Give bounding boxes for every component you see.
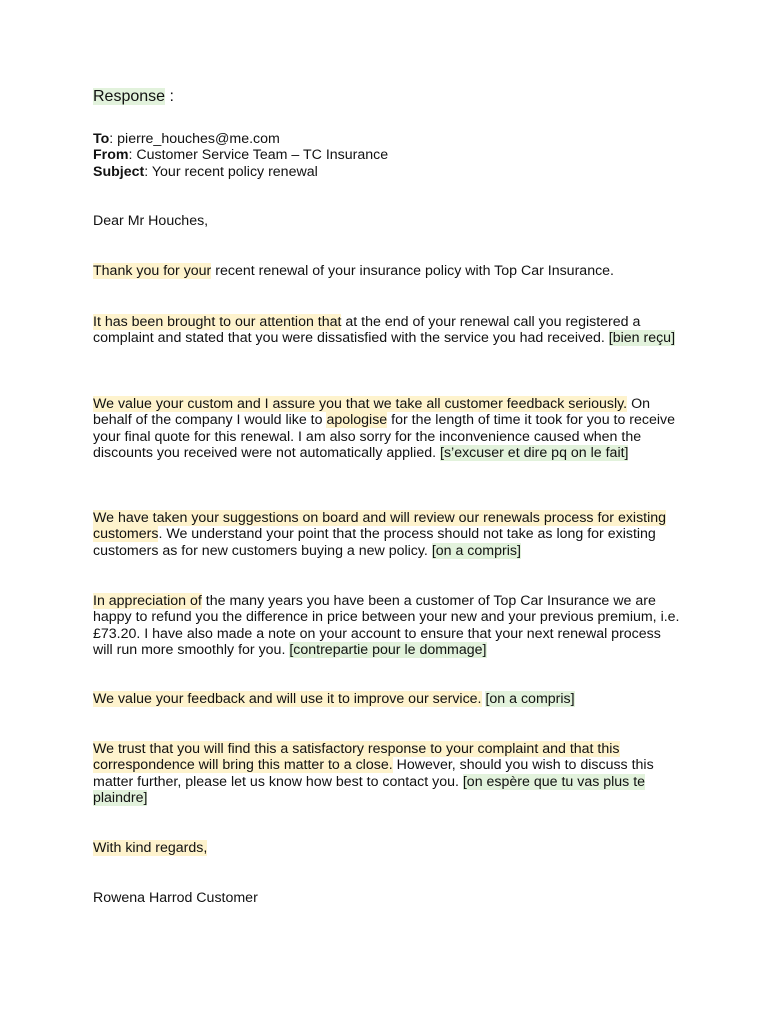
annotation-note: [on espère que tu vas plus te plaindre] [93,773,646,806]
from-label: From [93,147,129,164]
closing [93,840,683,856]
paragraph-text: the many years you have been a customer of Top Car Insurance we are happy to refund you the difference in price between your new and your previous premium, i.e. £73.20. I have also made a note on your account to ensure that your next renewal process will run more smoothly for you. [93,593,680,658]
paragraph-text: recent renewal of your insurance policy with Top Car Insurance. [211,263,615,279]
highlight-yellow: apologise [326,412,388,429]
highlight-yellow: Thank you for your [93,263,212,279]
paragraph-text: On behalf of the company I would like to [93,396,651,429]
paragraph-text: . We understand your point that the process should not take as long for existing customers as for new customers buying a new policy. [93,526,656,559]
highlight-yellow: We value your feedback and will use it to improve our service. [93,691,482,707]
subject-value: : Your recent policy renewal [144,163,318,180]
highlight-yellow: We value your custom and I assure you that we take all customer feedback seriously. [93,396,628,412]
email-header [93,131,683,180]
response-heading [93,87,683,107]
heading-suffix: : [165,88,174,105]
annotation-note: [on a compris] [431,542,521,559]
heading-title: Response [93,88,166,105]
from-value: : Customer Service Team – TC Insurance [128,147,389,164]
highlight-yellow: We trust that you will find this a satisfactory response to your complaint and that this correspondence will bring this matter to a close. [93,741,620,774]
highlight-yellow: We have taken your suggestions on board and will review our renewals process for existing customers [93,510,667,543]
to-value: : pierre_houches@me.com [109,131,280,147]
paragraph-apology [93,396,683,461]
paragraph-text: at the end of your renewal call you registered a complaint and stated that you were dissatisfied with the service you had received. [93,314,641,347]
paragraph-text: However, should you wish to discuss this matter further, please let us know how best to contact you. [93,757,654,790]
highlight-yellow: In appreciation of [93,593,202,609]
highlight-yellow: It has been brought to our attention that [93,314,342,330]
annotation-note: [bien reçu] [608,330,676,347]
annotation-note: [on a compris] [485,691,575,707]
signature: Rowena Harrod Customer [93,890,258,906]
salutation: Dear Mr Houches, [93,213,209,229]
subject-label: Subject [93,163,145,180]
annotation-note: [s’excuser et dire pq on le fait] [440,444,629,461]
paragraph-refund [93,593,683,658]
paragraph-feedback [93,691,683,707]
annotation-note: [contrepartie pour le dommage] [289,641,487,658]
to-label: To [93,131,110,147]
from-line [93,147,683,163]
subject-line [93,164,683,180]
paragraph-complaint [93,314,683,347]
paragraph-thanks [93,263,683,279]
highlight-yellow: With kind regards, [93,840,208,856]
paragraph-text: for the length of time it took for you to receive your final quote for this renewal. I am also sorry for the inconvenience caused when the discounts you received were not automatically applied. [93,412,676,461]
paragraph-suggestions [93,510,683,559]
paragraph-closing [93,741,683,806]
to-line [93,131,683,147]
